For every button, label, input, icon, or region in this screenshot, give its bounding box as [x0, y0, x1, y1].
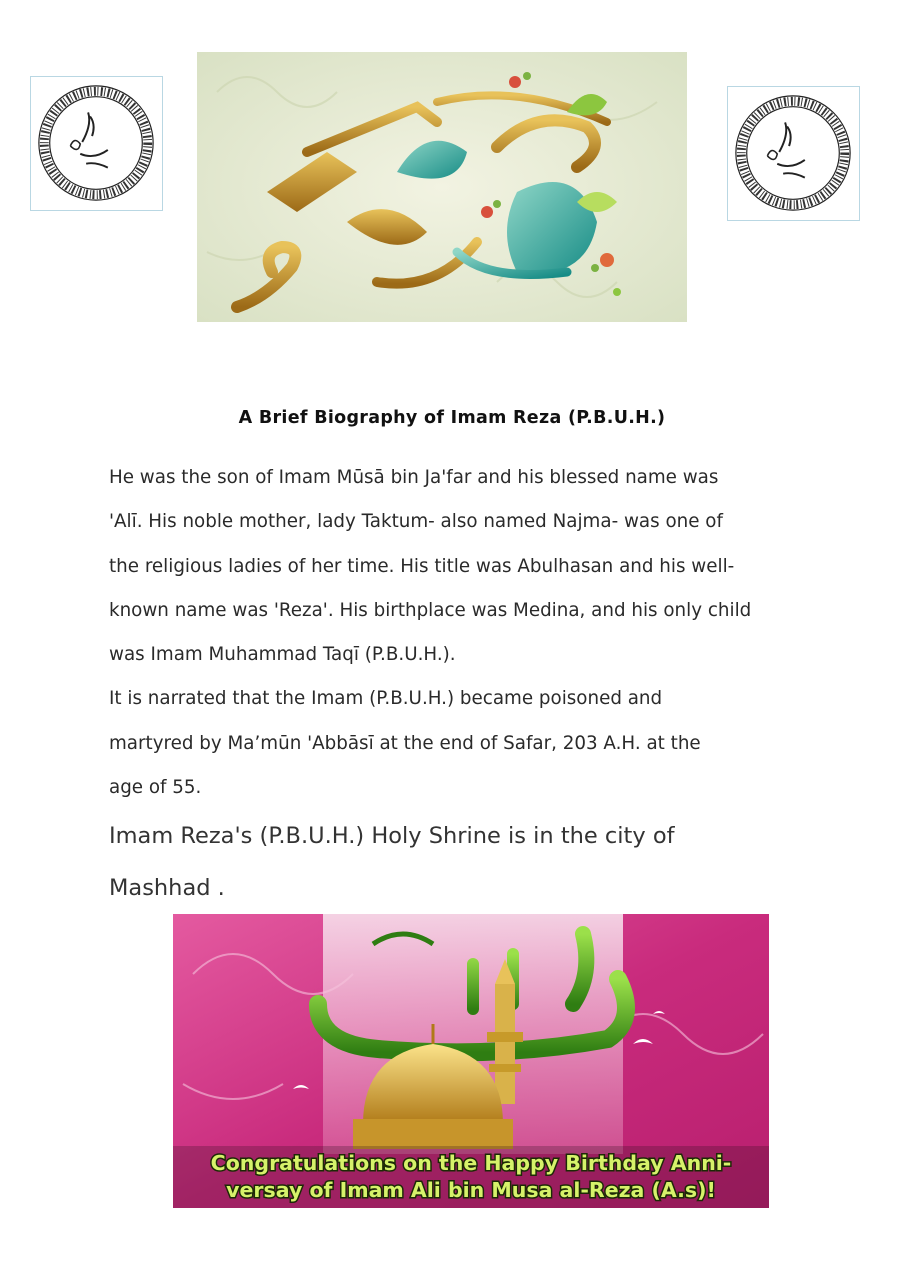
paragraph-line: age of 55.: [109, 777, 202, 799]
banner-caption-line: versay of Imam Ali bin Musa al-Reza (A.s)!: [226, 1178, 716, 1202]
page-title: A Brief Biography of Imam Reza (P.B.U.H.): [238, 408, 666, 428]
right-calligraphy-seal: [727, 86, 860, 221]
paragraph-line: 'Alī. His noble mother, lady Taktum- also named Najma- was one of: [109, 511, 723, 533]
paragraph-line: was Imam Muhammad Taqī (P.B.U.H.).: [109, 644, 456, 666]
paragraph-line: the religious ladies of her time. His title was Abulhasan and his well-: [109, 555, 735, 577]
calligraphy-seal-icon: [31, 77, 162, 210]
paragraph-line: It is narrated that the Imam (P.B.U.H.) became poisoned and: [109, 688, 663, 710]
shrine-line: Imam Reza's (P.B.U.H.) Holy Shrine is in the city of: [109, 823, 675, 850]
top-calligraphy-banner: [197, 52, 687, 322]
paragraph-line: He was the son of Imam Mūsā bin Ja'far and his blessed name was: [109, 467, 719, 488]
shrine-line: Mashhad .: [109, 875, 225, 902]
bottom-shrine-banner: [173, 914, 769, 1208]
left-calligraphy-seal: [30, 76, 163, 211]
banner-caption-line: Congratulations on the Happy Birthday Anni-: [210, 1151, 732, 1175]
calligraphy-banner-icon: [197, 52, 687, 322]
paragraph-line: known name was 'Reza'. His birthplace was Medina, and his only child: [109, 599, 752, 621]
calligraphy-seal-icon: [728, 87, 859, 220]
shrine-banner-icon: [173, 914, 769, 1208]
biography-text: [109, 456, 809, 914]
paragraph-line: martyred by Ma’mūn 'Abbāsī at the end of Safar, 203 A.H. at the: [109, 732, 701, 754]
